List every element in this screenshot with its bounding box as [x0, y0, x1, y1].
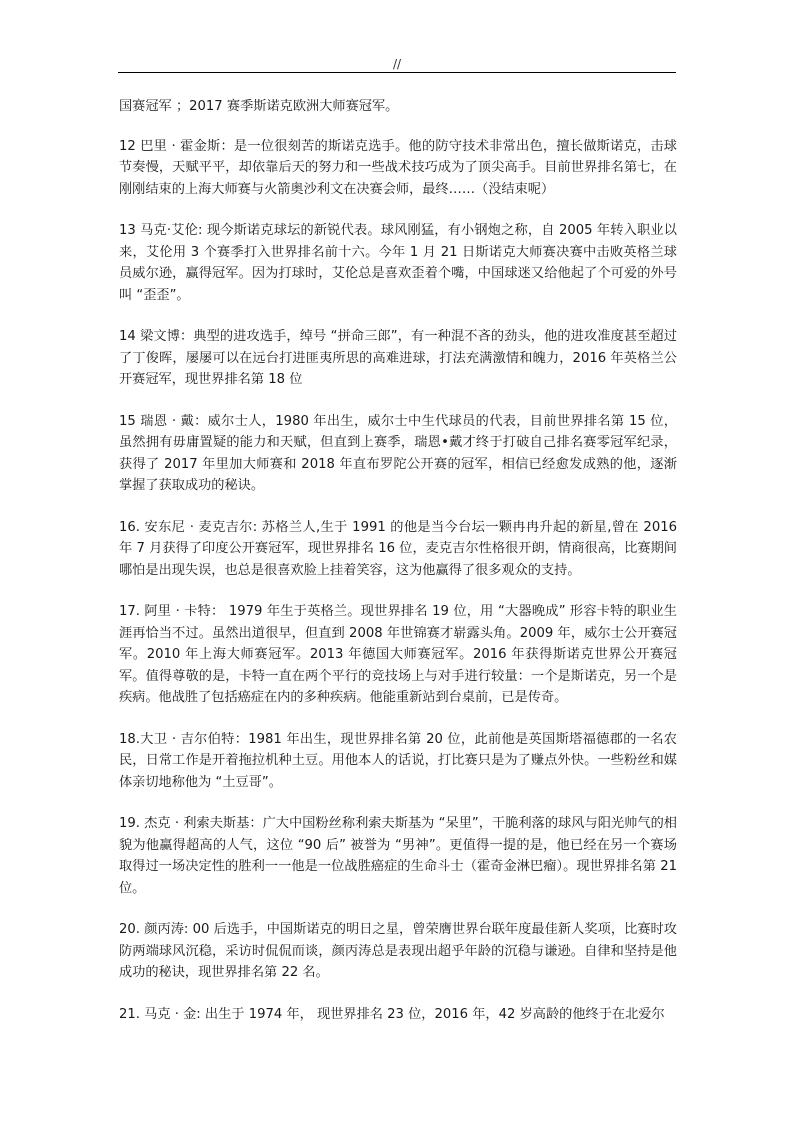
paragraph-ali-carter: 17. 阿里 · 卡特： 1979 年生于英格兰。现世界排名 19 位，用 “大器晚成” 形容卡特的职业生涯再恰当不过。虽然出道很早，但直到 2008 年世锦赛才崭露头角。2009 年，威尔士公开赛冠军。2010 年上海大师赛冠军。2013 年德国大师赛冠军。2016 年获得斯诺克世界公开赛冠军。值得尊敬的是，卡特一直在两个平行的竞技场上与对手进行较量：一个是斯诺克，另一个是疾病。他战胜了包括癌症在内的多种疾病。他能重新站到台桌前，已是传奇。: [119, 604, 677, 705]
paragraph-mark-allen: 13 马克·艾伦: 现今斯诺克球坛的新锐代表。球风刚猛，有小钢炮之称，自 2005 年转入职业以来，艾伦用 3 个赛季打入世界排名前十六。今年 1 月 21 日斯诺克大师赛决赛中击败英格兰球员威尔逊，赢得冠军。因为打球时，艾伦总是喜欢歪着个嘴，中国球迷又给他起了个可爱的外号叫 “歪歪”。: [119, 223, 677, 303]
document-body: [119, 96, 677, 1045]
header-rule: [118, 72, 676, 73]
paragraph-david-gilbert: 18.大卫 · 吉尔伯特：1981 年出生，现世界排名第 20 位，此前他是英国斯塔福德郡的一名农民，日常工作是开着拖拉机种土豆。用他本人的话说，打比赛只是为了赚点外快。一些粉丝和媒体亲切地称他为 “土豆哥”。: [119, 731, 677, 790]
paragraph-ryan-day: 15 瑞恩 · 戴：威尔士人，1980 年出生，威尔士中生代球员的代表，目前世界排名第 15 位，虽然拥有毋庸置疑的能力和天赋，但直到上赛季，瑞恩•戴才终于打破自己排名赛零冠军纪录，获得了 2017 年里加大师赛和 2018 年直布罗陀公开赛的冠军，相信已经愈发成熟的他，逐渐掌握了获取成功的秘诀。: [119, 413, 677, 493]
header-mark: //: [392, 57, 402, 71]
paragraph-anthony-mcgill: 16. 安东尼 · 麦克吉尔: 苏格兰人,生于 1991 的他是当今台坛一颗冉冉升起的新星,曾在 2016 年 7 月获得了印度公开赛冠军，现世界排名 16 位，麦克吉尔性格很开朗，情商很高，比赛期间哪怕是出现失误，也总是很喜欢脸上挂着笑容，这为他赢得了很多观众的支持。: [119, 519, 677, 578]
paragraph-liang-wenbo: 14 梁文博：典型的进攻选手，绰号 “拼命三郎”，有一种混不吝的劲头，他的进攻准度甚至超过了丁俊晖，屡屡可以在远台打进匪夷所思的高难进球，打法充满激情和魄力，2016 年英格兰公开赛冠军，现世界排名第 18 位: [119, 329, 677, 387]
paragraph-continuation: 国赛冠军 ；2017 赛季斯诺克欧洲大师赛冠军。: [119, 99, 399, 114]
paragraph-jack-lisowski: 19. 杰克 · 利索夫斯基：广大中国粉丝称利索夫斯基为 “呆里”，干脆利落的球风与阳光帅气的相貌为他赢得超高的人气，这位 “90 后” 被誉为 “男神”。更值得一提的是，他已经在另一个赛场取得过一场决定性的胜利一一他是一位战胜癌症的生命斗士（霍奇金淋巴瘤）。现世界排名第 21 位。: [119, 816, 677, 896]
paragraph-barry-hawkins: 12 巴里 · 霍金斯：是一位很刻苦的斯诺克选手。他的防守技术非常出色，擅长做斯诺克，击球节奏慢，天赋平平，却依靠后天的努力和一些战术技巧成为了顶尖高手。目前世界排名第七，在刚刚结束的上海大师赛与火箭奥沙利文在决赛会师，最终……（没结束呢）: [119, 138, 677, 197]
paragraph-mark-king: 21. 马克 · 金: 出生于 1974 年， 现世界排名 23 位，2016 年，42 岁高龄的他终于在北爱尔: [119, 1006, 665, 1022]
paragraph-yan-bingtao: 20. 颜丙涛: 00 后选手，中国斯诺克的明日之星，曾荣膺世界台联年度最佳新人奖项，比赛时攻防两端球风沉稳，采访时侃侃而谈，颜丙涛总是表现出超乎年龄的沉稳与谦逊。自律和坚持是他成功的秘诀，现世界排名第 22 名。: [119, 922, 677, 980]
